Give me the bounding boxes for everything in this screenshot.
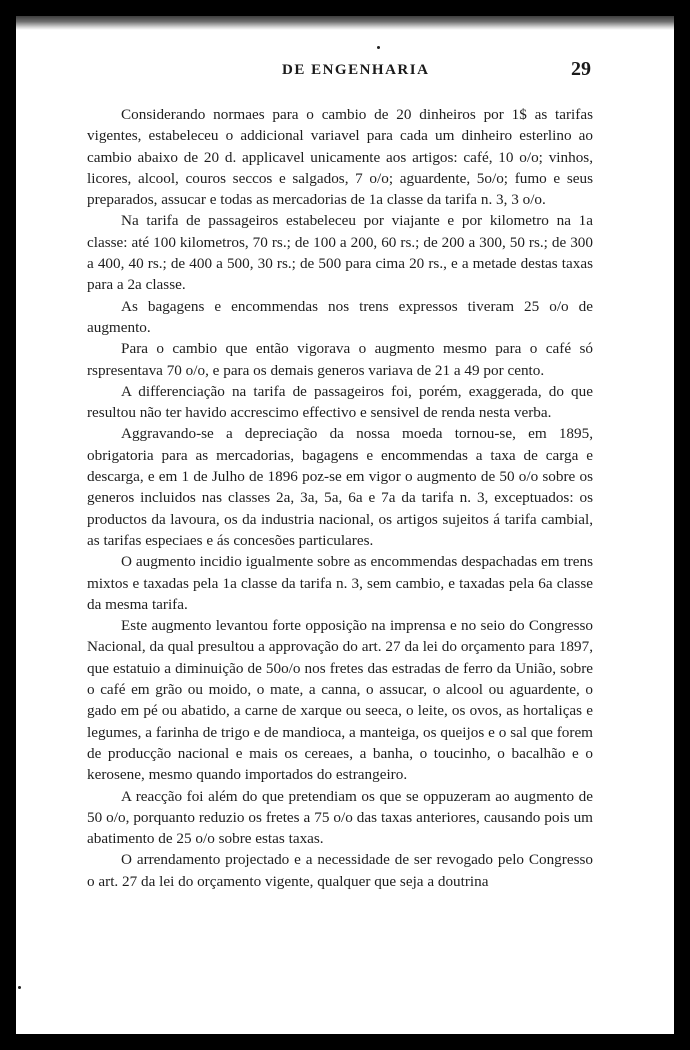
scan-speck: [377, 46, 380, 49]
running-title: DE ENGENHARIA: [282, 62, 430, 78]
paragraph: Para o cambio que então vigorava o augmento mesmo para o café só rspresentava 70 o/o, e para os demais generos variava de 21 a 49 por cento.: [87, 340, 593, 379]
scan-edge-shadow: [16, 16, 674, 30]
paragraph: A reacção foi além do que pretendiam os que se oppuzeram ao augmento de 50 o/o, porquanto reduzio os fretes a 75 o/o das taxas anteriores, causando pois um abatimento de 25 o/o sobre estas taxas.: [87, 787, 593, 848]
paragraph: As bagagens e encommendas nos trens expressos tiveram 25 o/o de augmento.: [87, 297, 593, 336]
paragraph: O augmento incidio igualmente sobre as encommendas despachadas em trens mixtos e taxadas pela 1a classe da tarifa n. 3, sem cambio, e taxadas pela 6a classe da mesma tarifa.: [87, 553, 593, 613]
paragraph: O arrendamento projectado e a necessidade de ser revogado pelo Congresso o art. 27 da lei do orçamento vigente, qualquer que seja a doutrina: [87, 851, 593, 890]
body-text: [87, 104, 593, 892]
paragraph: Aggravando-se a depreciação da nossa moeda tornou-se, em 1895, obrigatoria para as mercadorias, bagagens e encommendas a taxa de carga e descarga, e em 1 de Julho de 1896 poz-se em vigor o augmento de 50 o/o sobre os generos incluidos nas classes 2a, 3a, 5a, 6a e 7a da tarifa n. 3, exceptuados: os productos da lavoura, os da industria nacional, os artigos sujeitos á tarifa cambial, as tarifas especiaes e ás concesões particulares.: [87, 425, 593, 549]
paragraph: Este augmento levantou forte opposição na imprensa e no seio do Congresso Nacional, da qual presultou a approvação do art. 27 da lei do orçamento para 1897, que estatuio a diminuição de 50o/o nos fretes das estradas de ferro da União, sobre o café em grão ou moido, o mate, a canna, o assucar, o alcool ou aguardente, o gado em pé ou abatido, a carne de xarque ou seeca, o leite, os ovos, as hortaliças e legumes, a farinha de trigo e de mandioca, a manteiga, os queijos e o sal que forem de producção nacional e mais os cereaes, a banha, o toucinho, o bacalhão e o kerosene, mesmo quando importados do estrangeiro.: [87, 617, 593, 784]
paragraph: Na tarifa de passageiros estabeleceu por viajante e por kilometro na 1a classe: até 100 kilometros, 70 rs.; de 100 a 200, 60 rs.; de 200 a 300, 50 rs.; de 300 a 400, 40 rs.; de 400 a 500, 30 rs.; de 500 para cima 20 rs., e a metade destas taxas para a 2a classe.: [87, 212, 593, 294]
paragraph: Considerando normaes para o cambio de 20 dinheiros por 1$ as tarifas vigentes, estabeleceu o addicional variavel para cada um dinheiro esterlino ao cambio abaixo de 20 d. applicavel unicamente aos artigos: café, 10 o/o; vinhos, licores, alcool, couros seccos e salgados, 7 o/o; aguardente, 5o/o; fumo e seus preparados, assucar e todas as mercadorias de 1a classe da tarifa n. 3, 3 o/o.: [87, 106, 593, 209]
scanned-page: [16, 16, 674, 1034]
paragraph: A differenciação na tarifa de passageiros foi, porém, exaggerada, do que resultou não ter havido accrescimo effectivo e sensivel de renda nesta verba.: [87, 382, 593, 422]
scan-speck: [18, 986, 21, 989]
page-number: 29: [571, 58, 591, 80]
page-header: [16, 60, 674, 84]
